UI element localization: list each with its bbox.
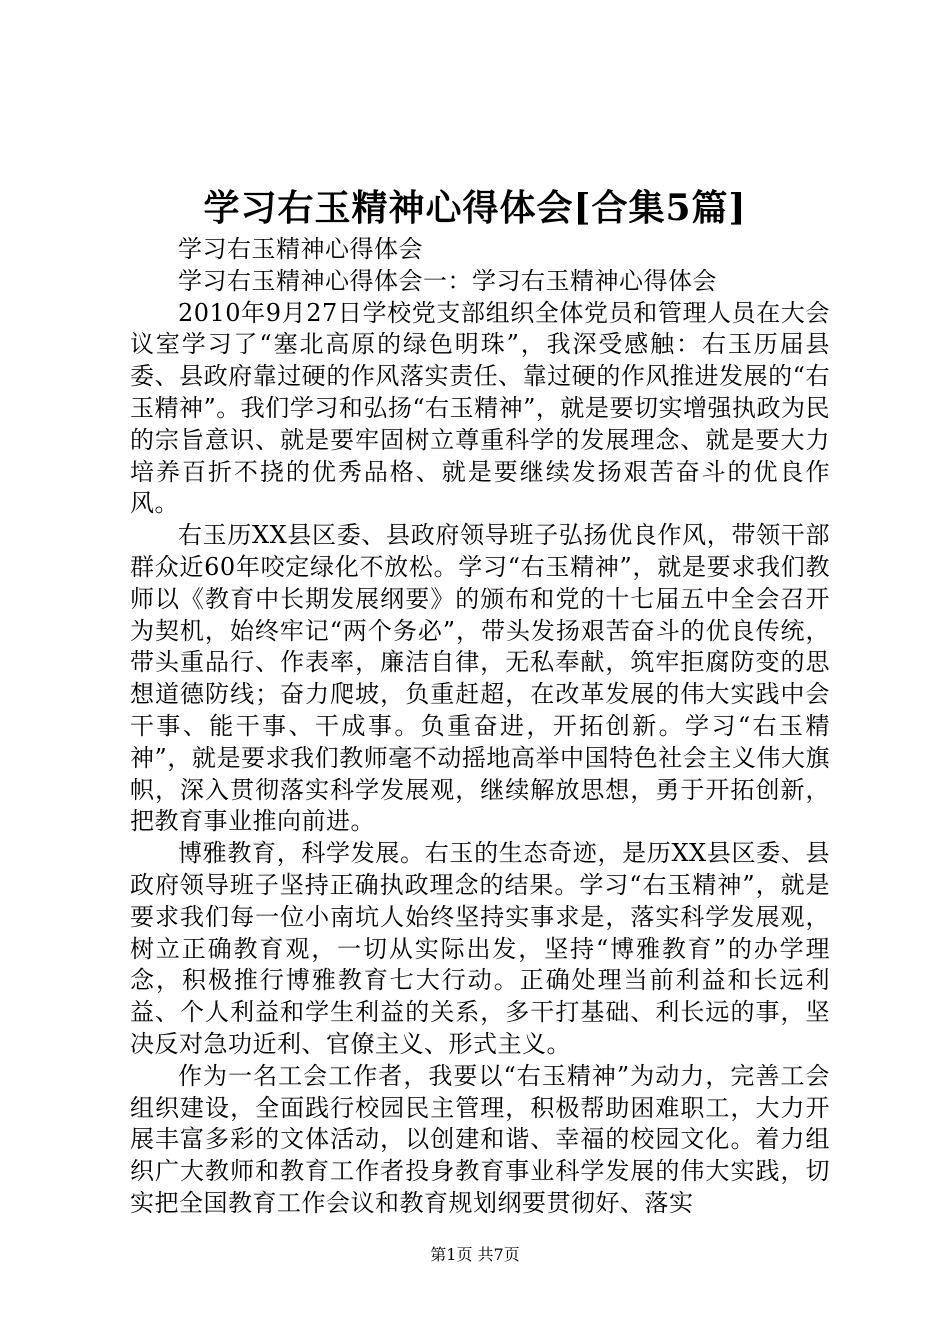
document-body (130, 234, 830, 1220)
page-footer: 第1页 共7页 (430, 1245, 520, 1264)
paragraph-4: 作为一名工会工作者，我要以“右玉精神”为动力，完善工会组织建设，全面践行校园民主管理，积极帮助困难职工，大力开展丰富多彩的文体活动，以创建和谐、幸福的校园文化。着力组织广大教师和教育工作者投身教育事业科学发展的伟大实践，切实把全国教育工作会议和教育规划纲要贯彻好、落实 (130, 1061, 830, 1217)
paragraph-subtitle: 学习右玉精神心得体会 (178, 235, 423, 263)
paragraph-1: 2010年9月27日学校党支部组织全体党员和管理人员在大会议室学习了“塞北高原的绿色明珠”，我深受感触：右玉历届县委、县政府靠过硬的作风落实责任、靠过硬的作风推进发展的“右玉精神”。我们学习和弘扬“右玉精神”，就是要切实增强执政为民的宗旨意识、就是要牢固树立尊重科学的发展理念、就是要大力培养百折不挠的优秀品格、就是要继续发扬艰苦奋斗的优良作风。 (130, 298, 830, 518)
paragraph-2: 右玉历XX县区委、县政府领导班子弘扬优良作风，带领干部群众近60年咬定绿化不放松。学习“右玉精神”，就是要求我们教师以《教育中长期发展纲要》的颁布和党的十七届五中全会召开为契机，始终牢记“两个务必”，带头发扬艰苦奋斗的优良传统，带头重品行、作表率，廉洁自律，无私奉献，筑牢拒腐防变的思想道德防线；奋力爬坡，负重赶超，在改革发展的伟大实践中会干事、能干事、干成事。负重奋进，开拓创新。学习“右玉精神”，就是要求我们教师毫不动摇地高举中国特色社会主义伟大旗帜，深入贯彻落实科学发展观，继续解放思想，勇于开拓创新，把教育事业推向前进。 (130, 521, 830, 836)
paragraph-section-heading: 学习右玉精神心得体会一：学习右玉精神心得体会 (178, 266, 717, 295)
document-title: 学习右玉精神心得体会[合集5篇] (203, 187, 747, 229)
paragraph-3: 博雅教育，科学发展。右玉的生态奇迹，是历XX县区委、县政府领导班子坚持正确执政理念的结果。学习“右玉精神”，就是要求我们每一位小南坑人始终坚持实事求是，落实科学发展观，树立正确教育观，一切从实际出发，坚持“博雅教育”的办学理念，积极推行博雅教育七大行动。正确处理当前利益和长远利益、个人利益和学生利益的关系，多干打基础、利长远的事，坚决反对急功近利、官僚主义、形式主义。 (130, 839, 830, 1058)
